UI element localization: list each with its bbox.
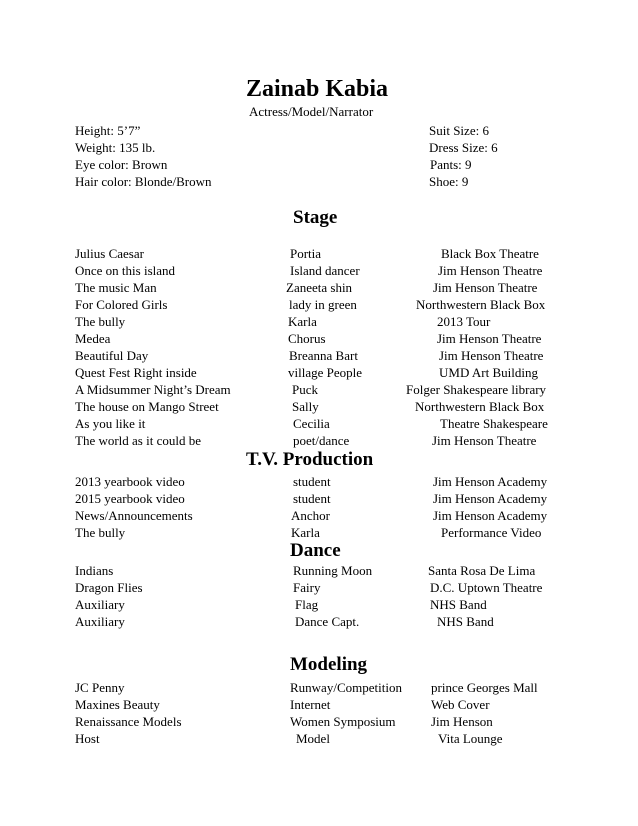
hair-color-info: Hair color: Blonde/Brown xyxy=(75,174,212,189)
dance-title: Indians xyxy=(75,563,114,578)
modeling-row xyxy=(0,698,638,713)
dance-venue: Santa Rosa De Lima xyxy=(428,563,536,578)
stage-row xyxy=(0,366,638,381)
stage-role: Zaneeta shin xyxy=(286,280,353,295)
stage-role: Portia xyxy=(290,246,322,261)
modeling-client: Maxines Beauty xyxy=(75,697,160,712)
dance-role: Fairy xyxy=(293,580,321,595)
shoe-info: Shoe: 9 xyxy=(429,174,469,189)
stage-row xyxy=(0,264,638,279)
suit-size-info: Suit Size: 6 xyxy=(429,123,489,138)
tv-venue: Jim Henson Academy xyxy=(433,508,548,523)
resume-name: Zainab Kabia xyxy=(246,76,389,102)
stage-row xyxy=(0,298,638,313)
stage-role: Karla xyxy=(288,314,317,329)
dance-venue: NHS Band xyxy=(437,614,494,629)
stage-role: poet/dance xyxy=(293,433,350,448)
eye-color-info: Eye color: Brown xyxy=(75,157,168,172)
stage-title: Beautiful Day xyxy=(75,348,149,363)
stage-row xyxy=(0,332,638,347)
modeling-row xyxy=(0,715,638,730)
stage-title: A Midsummer Night’s Dream xyxy=(75,382,231,397)
stage-venue: Theatre Shakespeare xyxy=(440,416,548,431)
stage-venue: Black Box Theatre xyxy=(441,246,539,261)
stage-role: Chorus xyxy=(288,331,326,346)
stage-title: For Colored Girls xyxy=(75,297,168,312)
tv-title: The bully xyxy=(75,525,126,540)
stage-title: Once on this island xyxy=(75,263,176,278)
stage-title: Julius Caesar xyxy=(75,246,144,261)
dance-heading: Dance xyxy=(290,540,341,561)
stage-role: Puck xyxy=(292,382,318,397)
stage-role: lady in green xyxy=(289,297,357,312)
pants-info: Pants: 9 xyxy=(430,157,472,172)
stage-title: The world as it could be xyxy=(75,433,201,448)
stage-title: Quest Fest Right inside xyxy=(75,365,197,380)
stage-row xyxy=(0,417,638,432)
tv-row xyxy=(0,526,638,541)
stage-venue: Jim Henson Theatre xyxy=(438,263,543,278)
stage-row xyxy=(0,315,638,330)
stage-venue: 2013 Tour xyxy=(437,314,491,329)
stage-title: Medea xyxy=(75,331,111,346)
tv-role: Anchor xyxy=(291,508,330,523)
dance-title: Dragon Flies xyxy=(75,580,143,595)
tv-title: News/Announcements xyxy=(75,508,193,523)
stage-row xyxy=(0,281,638,296)
dance-title: Auxiliary xyxy=(75,597,125,612)
tv-venue: Jim Henson Academy xyxy=(433,491,548,506)
tv-row xyxy=(0,475,638,490)
stage-venue: UMD Art Building xyxy=(439,365,538,380)
stage-title: The house on Mango Street xyxy=(75,399,219,414)
stage-venue: Jim Henson Theatre xyxy=(432,433,537,448)
stage-venue: Jim Henson Theatre xyxy=(439,348,544,363)
tv-production-heading: T.V. Production xyxy=(246,449,374,470)
tv-venue: Jim Henson Academy xyxy=(433,474,548,489)
stage-row xyxy=(0,434,638,449)
dance-row xyxy=(0,581,638,596)
stage-role: village People xyxy=(288,365,363,380)
weight-info: Weight: 135 lb. xyxy=(75,140,156,155)
tv-role: student xyxy=(293,491,331,506)
modeling-client: JC Penny xyxy=(75,680,125,695)
stage-row xyxy=(0,400,638,415)
modeling-row xyxy=(0,732,638,747)
modeling-role: Runway/Competition xyxy=(290,680,402,695)
modeling-heading: Modeling xyxy=(290,654,368,675)
tv-title: 2013 yearbook video xyxy=(75,474,185,489)
modeling-client: Renaissance Models xyxy=(75,714,182,729)
stage-row xyxy=(0,383,638,398)
stage-role: Sally xyxy=(292,399,319,414)
modeling-row xyxy=(0,681,638,696)
dance-title: Auxiliary xyxy=(75,614,125,629)
stage-venue: Jim Henson Theatre xyxy=(437,331,542,346)
stage-heading: Stage xyxy=(293,207,338,228)
tv-row xyxy=(0,509,638,524)
stage-row xyxy=(0,247,638,262)
modeling-role: Women Symposium xyxy=(290,714,396,729)
modeling-role: Model xyxy=(296,731,330,746)
resume-subtitle: Actress/Model/Narrator xyxy=(249,104,374,119)
dance-venue: NHS Band xyxy=(430,597,487,612)
stage-role: Breanna Bart xyxy=(289,348,358,363)
modeling-client: Host xyxy=(75,731,100,746)
dress-size-info: Dress Size: 6 xyxy=(429,140,498,155)
modeling-venue: Jim Henson xyxy=(431,714,493,729)
stage-title: The music Man xyxy=(75,280,157,295)
dance-row xyxy=(0,564,638,579)
tv-role: student xyxy=(293,474,331,489)
dance-role: Dance Capt. xyxy=(295,614,360,629)
height-info: Height: 5’7” xyxy=(75,123,141,138)
dance-row xyxy=(0,598,638,613)
dance-role: Running Moon xyxy=(293,563,373,578)
modeling-venue: Web Cover xyxy=(431,697,490,712)
stage-title: The bully xyxy=(75,314,126,329)
modeling-role: Internet xyxy=(290,697,331,712)
tv-venue: Performance Video xyxy=(441,525,542,540)
stage-role: Island dancer xyxy=(290,263,360,278)
tv-title: 2015 yearbook video xyxy=(75,491,185,506)
modeling-venue: prince Georges Mall xyxy=(431,680,538,695)
stage-venue: Northwestern Black Box xyxy=(416,297,546,312)
tv-role: Karla xyxy=(291,525,320,540)
stage-role: Cecilia xyxy=(293,416,330,431)
stage-title: As you like it xyxy=(75,416,146,431)
stage-row xyxy=(0,349,638,364)
dance-venue: D.C. Uptown Theatre xyxy=(430,580,543,595)
dance-row xyxy=(0,615,638,630)
dance-role: Flag xyxy=(295,597,319,612)
modeling-venue: Vita Lounge xyxy=(438,731,503,746)
stage-venue: Jim Henson Theatre xyxy=(433,280,538,295)
stage-venue: Northwestern Black Box xyxy=(415,399,545,414)
tv-row xyxy=(0,492,638,507)
stage-venue: Folger Shakespeare library xyxy=(406,382,547,397)
